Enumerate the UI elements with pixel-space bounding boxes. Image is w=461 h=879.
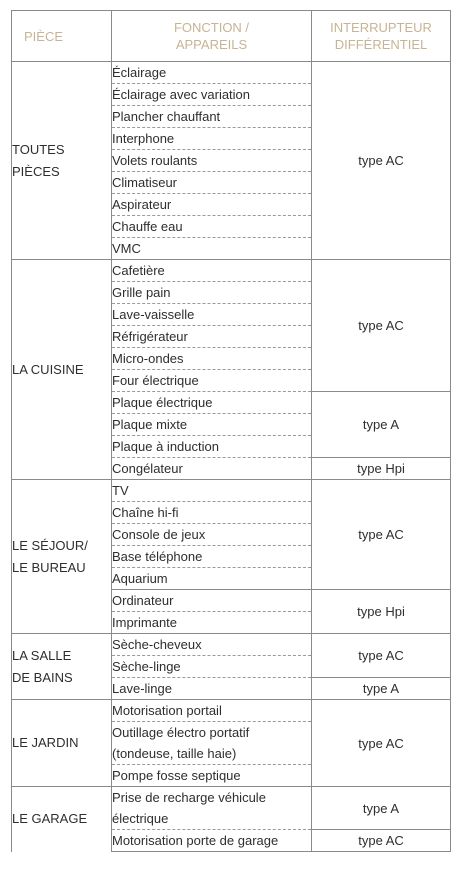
appliance-cell: Outillage électro portatif (tondeuse, taille haie) [112, 722, 312, 765]
appliance-cell: Interphone [112, 128, 312, 150]
type-cell: type AC [312, 700, 451, 787]
type-cell: type AC [312, 260, 451, 392]
room-la-cuisine: LA CUISINE [12, 260, 112, 480]
appliance-cell: Plaque mixte [112, 414, 312, 436]
appliance-cell: Base téléphone [112, 546, 312, 568]
appliance-cell: Aspirateur [112, 194, 312, 216]
header-fonction: FONCTION / APPAREILS [112, 11, 312, 62]
room-le-sejour: LE SÉJOUR/ LE BUREAU [12, 480, 112, 634]
table-row [12, 260, 451, 282]
table-row [12, 62, 451, 84]
appliance-cell: Chaîne hi-fi [112, 502, 312, 524]
appliance-cell: Aquarium [112, 568, 312, 590]
appliance-cell: Volets roulants [112, 150, 312, 172]
type-cell: type Hpi [312, 458, 451, 480]
appliance-cell: Plaque à induction [112, 436, 312, 458]
appliance-cell: Imprimante [112, 612, 312, 634]
room-le-jardin: LE JARDIN [12, 700, 112, 787]
table-row [12, 700, 451, 722]
type-cell: type AC [312, 634, 451, 678]
room-salle-de-bains: LA SALLE DE BAINS [12, 634, 112, 700]
appliance-cell: Plancher chauffant [112, 106, 312, 128]
electrical-table [11, 10, 451, 852]
appliance-cell: Micro-ondes [112, 348, 312, 370]
appliance-cell: Éclairage avec variation [112, 84, 312, 106]
appliance-cell: Sèche-cheveux [112, 634, 312, 656]
type-cell: type AC [312, 480, 451, 590]
appliance-cell: Motorisation portail [112, 700, 312, 722]
appliance-cell: TV [112, 480, 312, 502]
appliance-cell: Sèche-linge [112, 656, 312, 678]
appliance-cell: VMC [112, 238, 312, 260]
appliance-cell: Console de jeux [112, 524, 312, 546]
header-piece: PIÈCE [12, 11, 112, 62]
type-cell: type Hpi [312, 590, 451, 634]
appliance-cell: Climatiseur [112, 172, 312, 194]
appliance-cell: Lave-linge [112, 678, 312, 700]
table-row [12, 634, 451, 656]
type-cell: type A [312, 392, 451, 458]
type-cell: type A [312, 678, 451, 700]
room-toutes-pieces: TOUTES PIÈCES [12, 62, 112, 260]
type-cell: type AC [312, 62, 451, 260]
type-cell: type A [312, 787, 451, 830]
appliance-cell: Prise de recharge véhicule électrique [112, 787, 312, 830]
table-row [12, 480, 451, 502]
appliance-cell: Plaque électrique [112, 392, 312, 414]
appliance-cell: Ordinateur [112, 590, 312, 612]
room-le-garage: LE GARAGE [12, 787, 112, 852]
header-row [12, 11, 451, 62]
appliance-cell: Four électrique [112, 370, 312, 392]
appliance-cell: Cafetière [112, 260, 312, 282]
type-cell: type AC [312, 830, 451, 852]
appliance-cell: Grille pain [112, 282, 312, 304]
appliance-cell: Congélateur [112, 458, 312, 480]
appliance-cell: Chauffe eau [112, 216, 312, 238]
appliance-cell: Pompe fosse septique [112, 765, 312, 787]
appliance-cell: Lave-vaisselle [112, 304, 312, 326]
appliance-cell: Motorisation porte de garage [112, 830, 312, 852]
table-row [12, 787, 451, 830]
header-interrupteur: INTERRUPTEUR DIFFÉRENTIEL [312, 11, 451, 62]
appliance-cell: Éclairage [112, 62, 312, 84]
appliance-cell: Réfrigérateur [112, 326, 312, 348]
